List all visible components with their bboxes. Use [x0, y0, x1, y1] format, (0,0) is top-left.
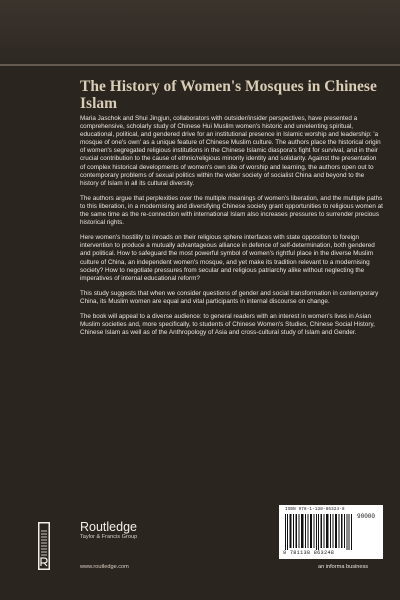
publisher-name: Routledge [80, 520, 137, 534]
blurb-paragraph: Maria Jaschok and Shui Jingjun, collaborators with outsider/insider perspectives, have presented a comprehensive, scholarly study of Chinese Hui Muslim women's historic and unrelenting spiritual, educational, political, and gendered drive for an institutional presence in Islamic worship and leadership: 'a mosque of one's own' as a unique feature of Chinese Muslim culture. The authors place the historical origin of women's segregated religious institutions in the Chinese Islamic diaspora's fight for survival, and in their crucial contribution to the cause of ethnic/religious minority identity and solidarity. Against the presentation of complex historical developments of women's own site of worship and learning, the authors open out to contemporary problems of sexual politics within the wider society of socialist China and beyond to the history of Islam in all its cultural diversity. [80, 115, 381, 187]
blurb-paragraph: The book will appeal to a diverse audience: to general readers with an interest in women's lives in Asian Muslim societies and, more specifically, to students of Chinese Women's Studies, Chinese Social History, Chinese Islam as well as of the Anthropology of Asia and cross-cultural study of Islam and Gender. [80, 312, 375, 337]
blurb-paragraph: The authors argue that perplexities over the multiple meanings of women's liberation, and the multiple paths to this liberation, in a modernising and diversifying Chinese society grant opportunities to religious women at the same time as the re-connection with international Islam also increases pressures to surrender precious historical rights. [80, 194, 383, 227]
book-title: The History of Women's Mosques in Chinese Islam [80, 78, 377, 112]
isbn-label: ISBN 978-1-138-86324-8 [285, 508, 345, 512]
blurb-paragraph: This study suggests that when we consider questions of gender and social transformation in contemporary China, its Muslim women are equal and vital participants in internal discourse on change. [80, 289, 379, 305]
blurb [80, 115, 383, 344]
routledge-logo-icon [38, 522, 50, 570]
publisher-website: www.routledge.com [80, 564, 129, 570]
informa-tagline: an informa business [318, 564, 369, 570]
publisher-subtitle: Taylor & Francis Group [80, 534, 138, 540]
blurb-paragraph: Here women's hostility to inroads on their religious sphere interfaces with state opposition to foreign intervention to produce a mutually advantageous alliance in defence of self-determination, both gendered and political. How to safeguard the most powerful symbol of women's rightful place in the diverse Muslim culture of China, an independent women's mosque, and yet make its tradition relevant to a modernising society? How to negotiate pressures from secular and religious patriarchy alike without neglecting the imperatives of internal educational reform? [80, 234, 375, 282]
barcode-icon [285, 514, 355, 550]
top-band [0, 0, 400, 64]
barcode-panel [279, 505, 383, 559]
publisher-block [80, 520, 200, 541]
divider [0, 64, 400, 66]
price-code: 90000 [357, 513, 376, 520]
barcode-number: 9 781138 863248 [283, 550, 335, 556]
